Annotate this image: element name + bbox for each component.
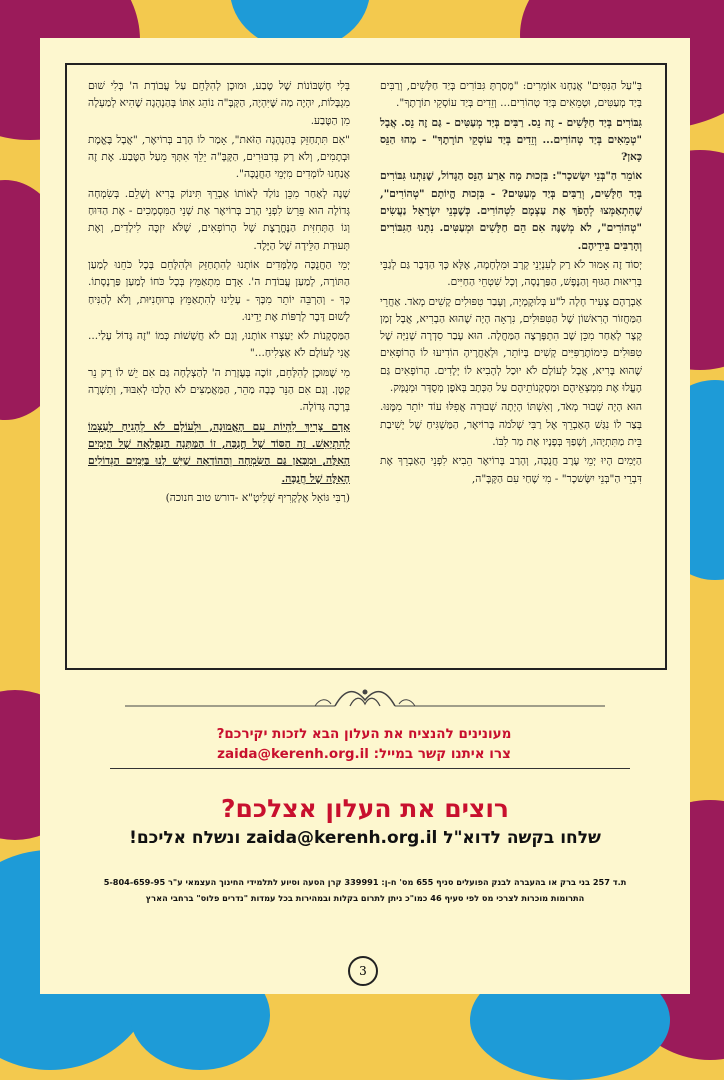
ornament-divider <box>65 678 665 718</box>
paragraph: יְסוֹד זֶה אָמוּר לֹא רַק לְעִנְיְנֵי קְרָב וּמִלְחָמָה, אֶלָּא כָּךְ הַדָּבָר גַּם לְגַבֵּי בְּרִיאוּת הַגּוּף וְהַנֶּפֶשׁ, הַפַּרְנָסָה, וְכָל שִׁטְחֵי הַחַיִּים. <box>380 258 642 289</box>
paragraph: הַמַּסְקָנוֹת לֹא יַעַצְרוּ אוֹתָנוּ, וְגַם לֹא חֲשָׁשׁוֹת כְּמוֹ "זֶה גָּדוֹל עָלַי... אֲנִי לְעוֹלָם לֹא אַצְלִיחַ..." <box>88 330 350 360</box>
newsletter-page <box>40 38 690 994</box>
promo-title: רוצים את העלון אצלכם? <box>221 794 509 823</box>
paragraph: הוּא הָיָה שָׁבוּר מְאֹד, וְאִשְׁתּוֹ הָיְתָה שְׁבוּרָה אֲפִלּוּ עוֹד יוֹתֵר מִמֶּנּוּ. בְּצַר לוֹ נִגַּשׁ הָאַבְרֵךְ אֶל רַבִּי שְׁלֹמֹה בְּרוֹיאֶר, הַמַּשְׁגִּיחַ שֶׁל יְשִׁיבַת בֵּית מַתִּתְיָהוּ, וְשָׁפַךְ בְּפָנָיו אֶת מַר לִבּוֹ. <box>380 401 642 448</box>
source-citation: (רַבִּי גּוֹאֵל אֶלְקָרִיף שְׁלִיטָ"א -דורש טוב חנוכה) <box>165 491 350 504</box>
donation-line: ת.ד 257 בני ברק או בהעברה לבנק הפועלים סניף 655 מס' ח-ן: 339991 קרן הסעה וסיוע לתלמידי החינוך העצמאי ע"ר 5-804-659-95 <box>103 877 627 887</box>
promo-subtitle[interactable]: שלחו בקשה לדוא"ל zaida@kerenh.org.il ונשלח אליכם! <box>129 828 601 848</box>
paragraph: בְּלִי חֶשְׁבּוֹנוֹת שֶׁל טֶבַע, וּמוּכָן לְהִלָּחֵם עַל עֲבוֹדַת ה' בְּלִי שׁוּם מִגְבָּלוֹת, יִהְיֶה מַה שֶּׁיִּהְיֶה, הַקָּבָּ"ה נוֹהֵג אִתּוֹ בְּהַנְהָגָה שֶׁהִיא לְמַעְלָה מִן הַטֶּבַע. <box>88 80 350 127</box>
paragraph: בְּ"עַל הַנִּסִּים" אֲנַחְנוּ אוֹמְרִים: "מָסַרְתָּ גִּבּוֹרִים בְּיַד חַלָּשִׁים, וְרַבִּים בְּיַד מְעַטִּים, וּטְמֵאִים בְּיַד טְהוֹרִים... וְזֵדִים בְּיַד עוֹסְקֵי תוֹרָתֶךָ". <box>380 80 642 110</box>
paragraph: שָׁנָה לְאַחַר מִכֵּן נוֹלַד לְאוֹתוֹ אַבְרֵךְ תִּינוֹק בָּרִיא וְשָׁלֵם. בְּשִׂמְחָה גְּדוֹלָה הוּא פֵּרֵשׂ לִפְנֵי הָרַב בְּרוֹיאֶר אֶת שְׁנֵי הַמִּסְמָכִים - אֶת הַדּוּחַ וְגוֹ הַתְּחִזִּית הַנֶּחֱרֶצֶת שֶׁל הָרוֹפְאִים, שֶׁלֹּא יִזְכֶּה לִילָדִים, וְאֶת תְּעוּדַת הַלֵּידָה שֶׁל הַיֶּלֶד. <box>88 187 350 252</box>
article-column-left <box>88 78 350 509</box>
paragraph-conclusion: אָדָם צָרִיךְ לִהְיוֹת עִם הָאֱמוּנָה, וּלְעוֹלָם לֹא לְהָנִיחַ לְעַצְמוֹ לְהִתְיָאֵשׁ. זֶה הַסּוֹד שֶׁל חֲנֻכָּה, זוֹ הַמַּתָּנָה הַנִּפְלָאָה שֶׁל הַיָּמִים הָאֵלֶּה, וּמִכָּאן גַּם הַשִּׂמְחָה וְהַהוֹדָאָה שֶׁיֵּשׁ לָנוּ בַּיָּמִים הַגְּדוֹלִים הָאֵלֶּה שֶׁל חֲנֻכָּה. <box>88 420 350 485</box>
paragraph: אַבְרָהָם צָעִיר חָלָה ל"ע בְּלוּקֶמְיָה, וְעָבַר טִפּוּלִים קָשִׁים מְאֹד. אַחֲרֵי הַמַּחֲזוֹר הָרִאשׁוֹן שֶׁל הַטִּפּוּלִים, נִרְאָה הָיָה שֶׁהוּא הַבְרִיא, אֲבָל זְמַן קָצָר לְאַחַר מִכֵּן שָׁב הִתְפָּרְצָה הַמַּחֲלָה. הוּא עָבַר סִדְרָה שְׁנִיָּה שֶׁל טִפּוּלִים כִּימוֹתֶרַפִּיִּים קָשִׁים בְּיוֹתֵר, וּלְאַחֲרֶיהָ הוֹדִיעוּ לוֹ הָרוֹפְאִים שֶׁהוּא בָּרִיא, אֲבָל לְעוֹלָם לֹא יוּכַל לְהָבִיא לוֹ יְלָדִים. הָרוֹפְאִים גַּם הֶעֱלוּ אֶת מִמְצְאֵיהֶם וּמַסְקָנוֹתֵיהֶם עַל הַכְּתָב בְּאֹפֶן מְסֻדָּר וּמְנֻמָּק. <box>380 295 642 395</box>
dedication-line: מעונינים להנציח את העלון הבא לזכות יקירכם? <box>216 726 512 742</box>
page-number: 3 <box>348 956 378 986</box>
divider <box>110 768 630 769</box>
paragraph: מִי שֶׁמּוּכָן לְהִלָּחֵם, זוֹכֶה בְּעֶזְרַת ה' לְהַצְלָחָה גַּם אִם יֵשׁ לוֹ רַק נֵר קָטָן. וְגַם אִם הַנֵּר כָּבָה מַהֵר, הַמַּאֲמַצִּים לֹא הָלְכוּ לְאִבּוּד, וְתִשְׁרֶה בְּרָכָה גְּדוֹלָה. <box>88 366 350 414</box>
paragraph: הַיָּמִים הָיוּ יְמֵי עֶרֶב חֲנֻכָּה, וְהָרַב בְּרוֹיאֶר הֵבִיא לִפְנֵי הָאַבְרֵךְ אֶת דִּבְרֵי הַ"בְּנֵי יִשָּׂשכָר" - מִי שֶׁחַי עִם הַקָּבָּ"ה, <box>380 455 642 485</box>
dedication-notice <box>80 724 648 764</box>
paragraph-bold: גִּבּוֹרִים בְּיַד חַלָּשִׁים - זֶה נֵס. רַבִּים בְּיַד מְעַטִּים - גַּם זֶה נֵס. אֲבָל "טְמֵאִים בְּיַד טְהוֹרִים... וְזֵדִים בְּיַד עוֹסְקֵי תוֹרָתֶךָ" - מַהוּ הַנֵּס כָּאן? <box>380 116 642 164</box>
dedication-contact[interactable]: צרו איתנו קשר במייל: zaida@kerenh.org.il <box>217 746 511 762</box>
paragraph-bold: אוֹמֵר הַ"בְּנֵי יִשָּׂשכָר": בִּזְכוּת מָה אֵרַע הַנֵּס הַגָּדוֹל, שֶׁנִּתְּנוּ גִּבּוֹרִים בְּיַד חַלָּשִׁים, וְרַבִּים בְּיַד מְעַטִּים? - בִּזְכוּת הֱיוֹתָם "טְהוֹרִים", שֶׁהִתְאַמְּצוּ לְהָפֹךְ אֶת עַצְמָם לִטְהוֹרִים. כְּשֶׁבְּנֵי יִשְׂרָאֵל נַעֲשִׂים "טְהוֹרִים", לֹא מְשַׁנֶּה אִם הֵם חַלָּשִׁים וּמְעַטִּים. נִתָּנוּ הַגִּבּוֹרִים וְהָרַבִּים בִּידֵיהֶם. <box>380 170 642 252</box>
paragraph: "אִם תִּתְחַזֵּק בְּהַנְהָגָה הַזֹּאת", אָמַר לוֹ הָרַב בְּרוֹיאֶר, "אֲבָל בֶּאֱמֶת וּבְתָמִים, וְלֹא רַק בְּדִבּוּרִים, הַקָּבָּ"ה יֵלֵךְ אִתְּךָ מֵעַל הַטֶּבַע. אֶת זֶה אֲנַחְנוּ לוֹמְדִים מִיְּמֵי הַחֲנֻכָּה". <box>88 133 350 181</box>
article-column-right <box>380 78 642 490</box>
donation-info <box>70 874 660 906</box>
donation-line: התרומות מוכרות לצרכי מס לפי סעיף 46 כמו"כ ניתן לתרום בקלות ובמהירות בכל עמדות "נדרים פלוס" ברחבי הארץ <box>145 893 585 903</box>
paragraph: יְמֵי הַחֲנֻכָּה מְלַמְּדִים אוֹתָנוּ לְהִתְחַזֵּק וּלְהִלָּחֵם בְּכָל כֹּחֵנוּ לְמַעַן הַתּוֹרָה, לְמַעַן עֲבוֹדַת ה'. אָדָם מִתְאַמֵּץ בְּכָל כֹּחוֹ לְמַעַן פַּרְנָסָתוֹ. כָּךְ - וְהַרְבֵּה יוֹתֵר מִכָּךְ - עָלֵינוּ לְהִתְאַמֵּץ בְּרוּחָנִיּוּת, וְלֹא לְהַנִּיחַ לְשׁוּם דָּבָר לְרַפּוֹת אֶת יָדֵינוּ. <box>88 258 350 323</box>
